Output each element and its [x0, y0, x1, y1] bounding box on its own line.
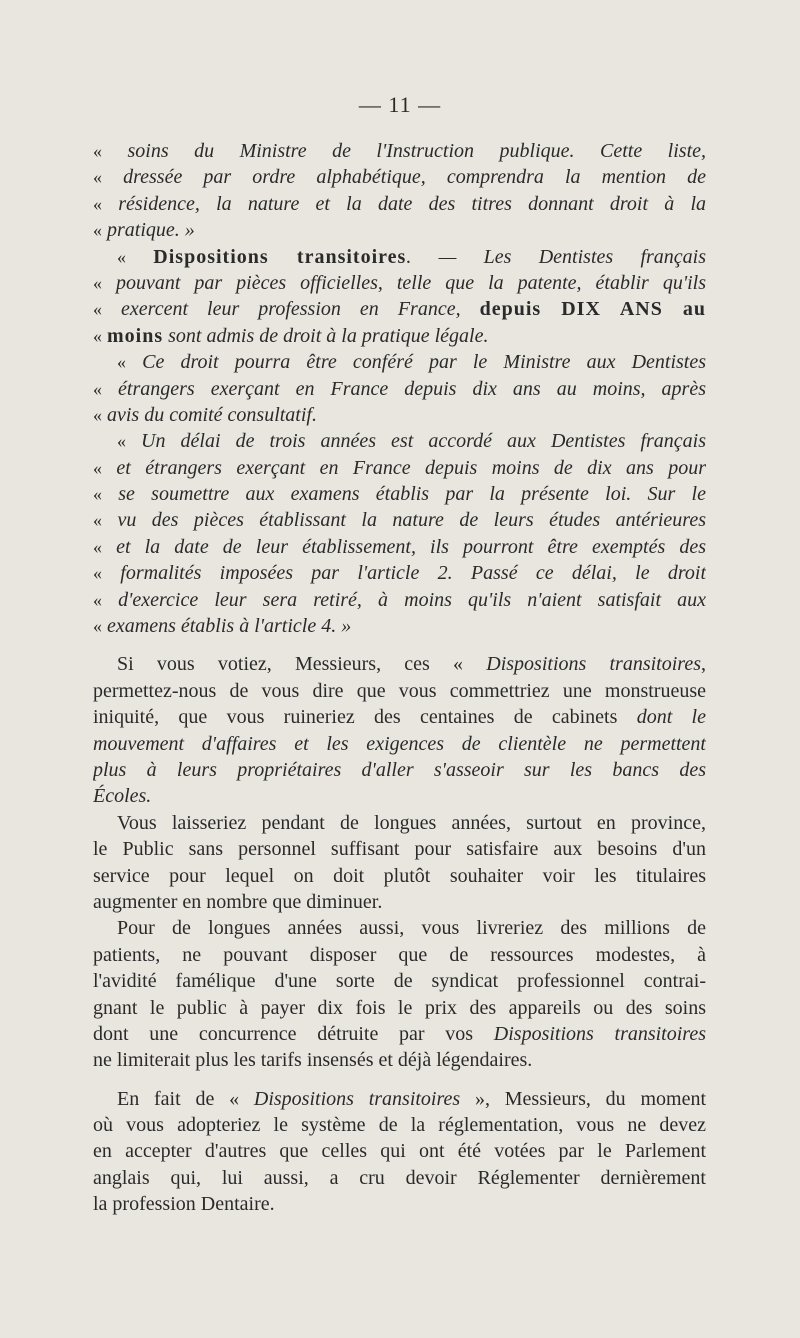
- text-line: où vous adopteriez le système de la réglementation, vous ne devez: [93, 1114, 706, 1137]
- paragraph-6: [93, 810, 706, 916]
- quoted-paragraph-1: [93, 138, 706, 244]
- text-line: Vous laisseriez pendant de longues années, surtout en province,: [117, 811, 706, 834]
- text-line: « d'exercice leur sera retiré, à moins qu'ils n'aient satisfait aux: [93, 588, 706, 611]
- text-line: « et la date de leur établissement, ils pourront être exemptés des: [93, 535, 706, 558]
- text-line: « Dispositions transitoires. — Les Dentistes français: [117, 245, 706, 268]
- paragraph-8: [93, 1086, 706, 1218]
- quoted-paragraph-3: [93, 349, 706, 428]
- quoted-paragraph-4: [93, 428, 706, 639]
- page-number: — 11 —: [358, 92, 442, 117]
- text-line: « Ce droit pourra être conféré par le Ministre aux Dentistes: [117, 351, 706, 374]
- text-line: « étrangers exerçant en France depuis dix ans au moins, après: [93, 377, 706, 400]
- paragraph-7: [93, 915, 706, 1073]
- text-line: « formalités imposées par l'article 2. Passé ce délai, le droit: [93, 562, 706, 585]
- text-line: « moins sont admis de droit à la pratique légale.: [93, 324, 489, 347]
- text-line: « résidence, la nature et la date des titres donnant droit à la: [93, 192, 706, 215]
- text-line: gnant le public à payer dix fois le prix des appareils ou des soins: [93, 996, 706, 1019]
- text-line: iniquité, que vous ruineriez des centaines de cabinets dont le: [93, 706, 706, 729]
- text-line: ne limiterait plus les tarifs insensés et déjà légendaires.: [93, 1049, 533, 1072]
- text-line: Écoles.: [93, 785, 152, 808]
- text-line: « se soumettre aux examens établis par la présente loi. Sur le: [93, 483, 706, 506]
- text-line: « exercent leur profession en France, depuis DIX ANS au: [93, 298, 706, 321]
- text-line: Si vous votiez, Messieurs, ces « Dispositions transitoires,: [117, 653, 706, 676]
- section-heading: Dispositions transitoires: [153, 245, 407, 268]
- emphasis-text: moins: [107, 324, 164, 347]
- text-line: « avis du comité consultatif.: [93, 403, 317, 426]
- text-line: la profession Dentaire.: [93, 1193, 275, 1216]
- text-line: augmenter en nombre que diminuer.: [93, 890, 383, 913]
- text-line: En fait de « Dispositions transitoires », Messieurs, du moment: [117, 1087, 706, 1110]
- text-line: anglais qui, lui aussi, a cru devoir Réglementer dernièrement: [93, 1166, 706, 1189]
- text-line: « soins du Ministre de l'Instruction publique. Cette liste,: [93, 140, 706, 162]
- text-line: service pour lequel on doit plutôt souhaiter voir les titulaires: [93, 864, 706, 887]
- text-line: en accepter d'autres que celles qui ont été votées par le Parlement: [93, 1140, 706, 1163]
- text-line: « Un délai de trois années est accordé aux Dentistes français: [117, 430, 706, 453]
- text-line: « examens établis à l'article 4. »: [93, 615, 352, 638]
- text-line: patients, ne pouvant disposer que de ressources modestes, à: [93, 943, 706, 966]
- text-line: le Public sans personnel suffisant pour satisfaire aux besoins d'un: [93, 838, 706, 861]
- emphasis-text: depuis DIX ANS au: [479, 298, 706, 321]
- quoted-paragraph-2: [93, 244, 706, 350]
- text-line: « pratique. »: [93, 219, 195, 242]
- text-line: « pouvant par pièces officielles, telle que la patente, établir qu'ils: [93, 271, 706, 294]
- text-line: l'avidité famélique d'une sorte de syndicat professionnel contrai-: [93, 970, 706, 993]
- text-line: dont une concurrence détruite par vos Dispositions transitoires: [93, 1022, 706, 1045]
- text-line: permettez-nous de vous dire que vous commettriez une monstrueuse: [93, 679, 706, 702]
- text-line: « et étrangers exerçant en France depuis moins de dix ans pour: [93, 456, 706, 479]
- text-line: « dressée par ordre alphabétique, comprendra la mention de: [93, 166, 706, 189]
- paragraph-5: [93, 651, 706, 809]
- text-line: plus à leurs propriétaires d'aller s'asseoir sur les bancs des: [93, 758, 706, 781]
- text-line: Pour de longues années aussi, vous livreriez des millions de: [117, 917, 706, 940]
- text-line: « vu des pièces établissant la nature de leurs études antérieures: [93, 509, 706, 532]
- page-body: [93, 138, 706, 1218]
- text-line: mouvement d'affaires et les exigences de clientèle ne permettent: [93, 732, 706, 755]
